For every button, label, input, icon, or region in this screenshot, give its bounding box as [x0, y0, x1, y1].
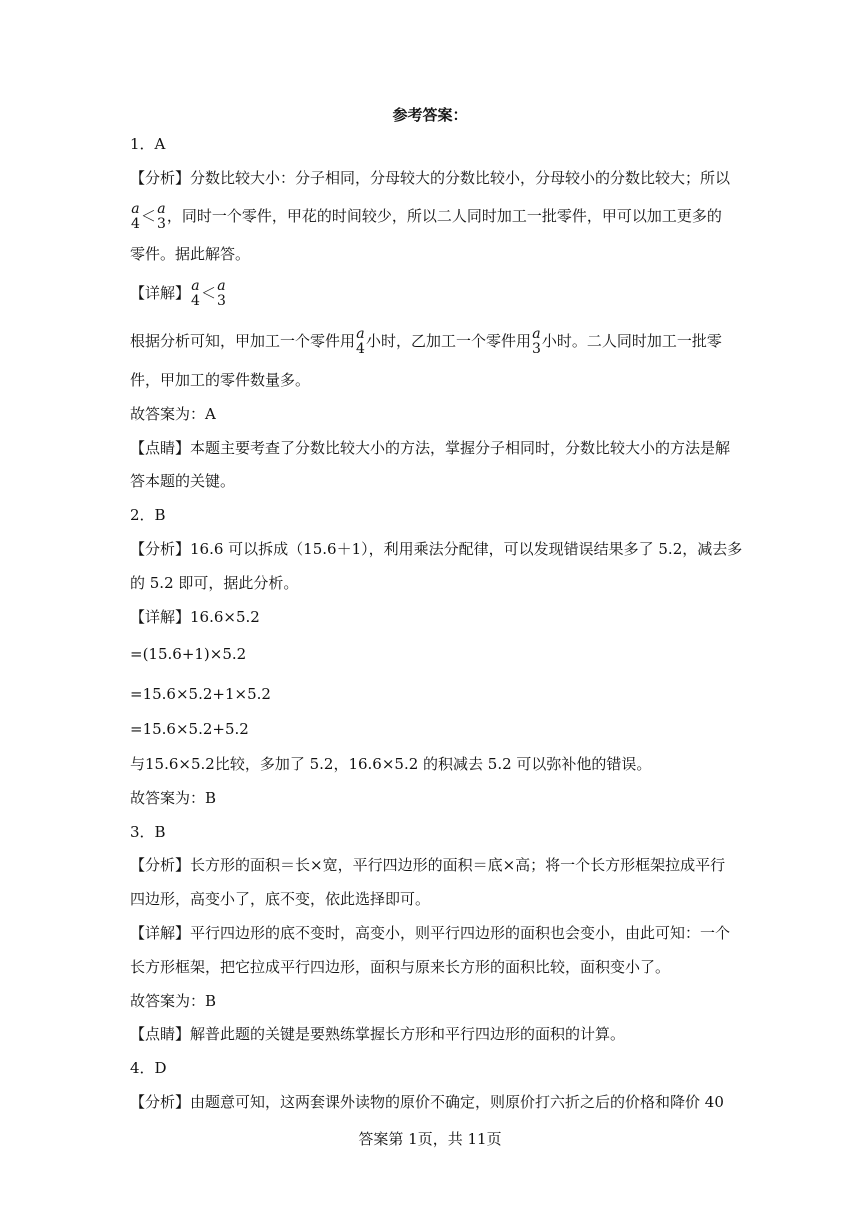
- q2-step-3: =15.6×5.2+5.2: [130, 720, 249, 738]
- q1-detail-line-3: 件，甲加工的零件数量多。: [130, 371, 311, 389]
- q1-answer: 故答案为：A: [130, 405, 216, 423]
- q2-number: 2．B: [130, 506, 166, 524]
- q1-detail-line-2: 根据分析可知，甲加工一个零件用 a 4 小时，乙加工一个零件用 a 3 小时。二人同时加工一批零: [130, 326, 722, 357]
- page-footer: 答案第 1页，共 11页: [358, 1130, 502, 1148]
- less-than-sign: ＜: [200, 284, 216, 302]
- q2-compare: 与15.6×5.2比较，多加了 5.2，16.6×5.2 的积减去 5.2 可以弥补他的错误。: [130, 755, 652, 773]
- q2-analysis-line-2: 的 5.2 即可，据此分析。: [130, 574, 299, 592]
- q3-detail-line-1: 【详解】平行四边形的底不变时，高变小，则平行四边形的面积也会变小，由此可知：一个: [130, 924, 731, 942]
- q3-answer: 故答案为：B: [130, 992, 217, 1010]
- q1-number: 1．A: [130, 135, 166, 153]
- q3-note: 【点睛】解普此题的关键是要熟练掌握长方形和平行四边形的面积的计算。: [130, 1025, 626, 1043]
- q2-step-1: =(15.6+1)×5.2: [130, 645, 247, 663]
- fraction-a-over-3: a 3: [216, 278, 226, 309]
- fraction-a-over-4: a 4: [356, 326, 365, 357]
- q2-answer: 故答案为：B: [130, 789, 217, 807]
- less-than-sign: ＜: [140, 207, 156, 225]
- detail-label: 【详解】: [130, 284, 191, 302]
- q3-detail-line-2: 长方形框架，把它拉成平行四边形，面积与原来长方形的面积比较，面积变小了。: [130, 958, 671, 976]
- q2-detail-line-1: 【详解】16.6×5.2: [130, 608, 260, 626]
- fraction-a-over-4: a 4: [191, 278, 200, 309]
- q1-detail-line-1: [130, 279, 730, 309]
- q3-analysis-line-1: 【分析】长方形的面积＝长×宽，平行四边形的面积＝底×高；将一个长方形框架拉成平行: [130, 856, 726, 874]
- q4-number: 4．D: [130, 1059, 167, 1077]
- q1-analysis-line-2: [130, 202, 730, 232]
- q1-analysis-text-2: ，同时一个零件，甲花的时间较少，所以二人同时加工一批零件，甲可以加工更多的: [166, 207, 722, 225]
- q2-analysis-line-1: 【分析】16.6 可以拆成（15.6＋1），利用乘法分配律，可以发现错误结果多了 5.2，减去多: [130, 540, 743, 558]
- q1-note-line-2: 答本题的关键。: [130, 472, 236, 490]
- q1-note-line-1: 【点睛】本题主要考查了分数比较大小的方法，掌握分子相同时，分数比较大小的方法是解: [130, 439, 731, 457]
- fraction-a-over-3: a 3: [156, 201, 166, 232]
- q2-step-2: =15.6×5.2+1×5.2: [130, 685, 271, 703]
- q1-analysis-line-3: 零件。据此解答。: [130, 245, 251, 263]
- q1-analysis-line-1: 【分析】分数比较大小：分子相同，分母较大的分数比较小，分母较小的分数比较大；所以: [130, 169, 731, 187]
- q3-analysis-line-2: 四边形，高变小了，底不变，依此选择即可。: [130, 890, 431, 908]
- fraction-a-over-4: a 4: [131, 201, 140, 232]
- page-title: 参考答案：: [392, 106, 468, 124]
- q4-analysis-line-1: 【分析】由题意可知，这两套课外读物的原价不确定，则原价打六折之后的价格和降价 40: [130, 1093, 724, 1111]
- fraction-a-over-3: a 3: [531, 326, 541, 357]
- q3-number: 3．B: [130, 823, 166, 841]
